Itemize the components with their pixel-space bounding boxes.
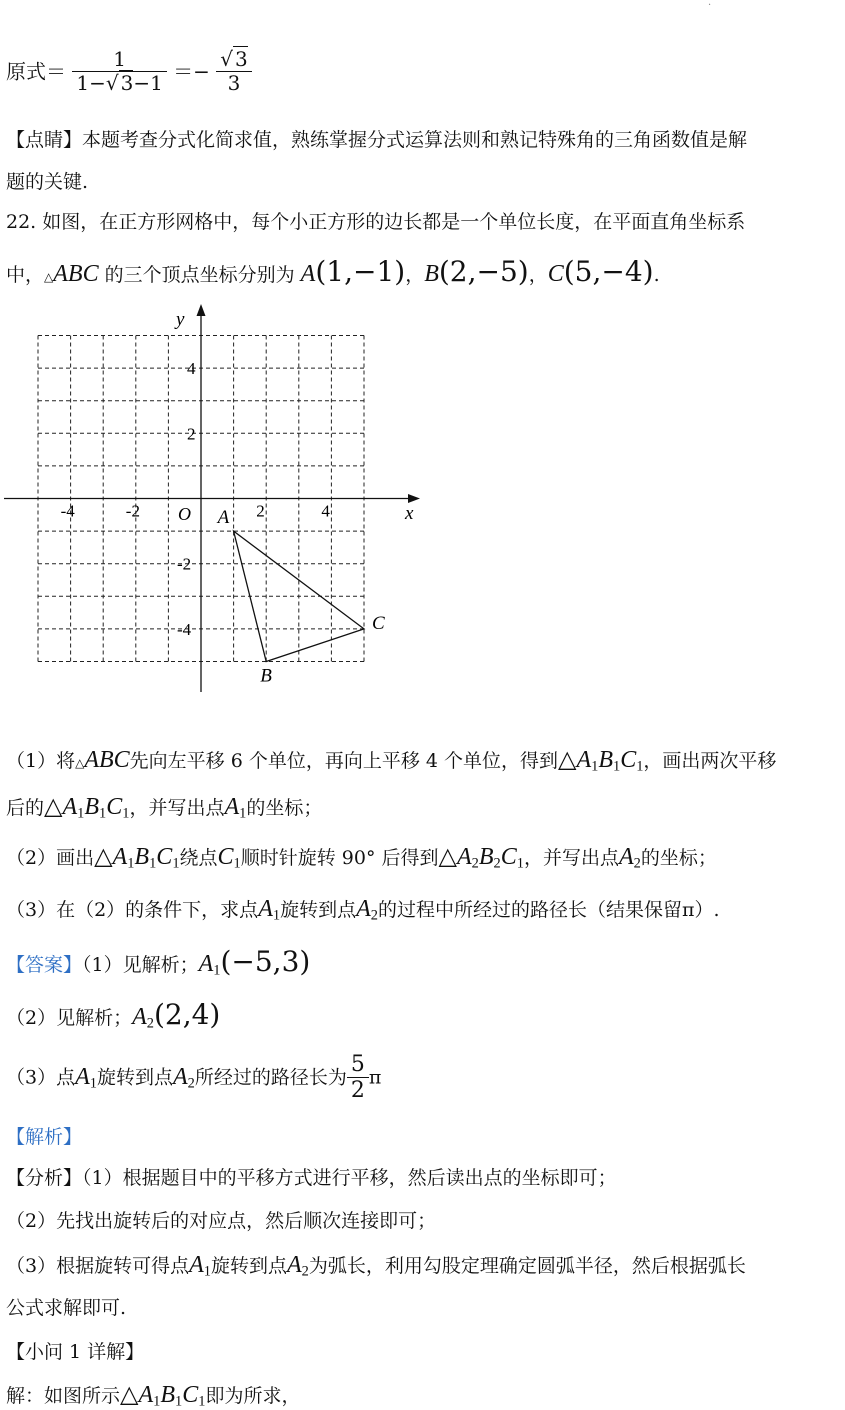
x-axis-arrow xyxy=(408,494,420,503)
answer-line3: （3）点$A_1$旋转到点$A_2$所经过的路径长为 $\frac{5}{2}$ π xyxy=(6,1052,382,1104)
y-axis-label: y xyxy=(176,309,185,330)
jie-line: 解：如图所示$\triangle A_1B_1C_1$即为所求， xyxy=(6,1382,301,1410)
formula-den-a: 1− xyxy=(76,71,106,95)
xiaowen-heading: 【小问 1 详解】 xyxy=(6,1341,145,1363)
sqrt-symbol: √ xyxy=(105,71,119,95)
analysis-step3-cont: 公式求解即可. xyxy=(6,1297,127,1319)
triangle-a1b1c1: $\triangle A_1B_1C_1$ xyxy=(94,844,180,872)
coord-b: (2,−5) xyxy=(438,255,529,288)
x-tick-label: -4 xyxy=(60,501,75,521)
corner-mark: · xyxy=(708,0,712,11)
answer-fraction: $\frac{5}{2}$ xyxy=(347,1052,369,1104)
coord-c: (5,−4) xyxy=(563,255,654,288)
x-tick-label: -2 xyxy=(125,501,140,521)
question-22-line2: 中，△ABC 的三个顶点坐标分别为 A(1,−1)，B(2,−5)，C(5,−4). xyxy=(6,255,660,288)
vertex-label-a: A xyxy=(217,507,230,529)
part3-line: （3）在（2）的条件下，求点$A_1$旋转到点$A_2$的过程中所经过的路径长（结果保留π）. xyxy=(6,896,720,924)
part1-line1: （1）将△ABC先向左平移 6 个单位，再向上平移 4 个单位，得到$\triangle A_1B_1C_1$，画出两次平移 xyxy=(6,747,777,775)
analysis-fenxi: 【分析】（1）根据题目中的平移方式进行平移，然后读出点的坐标即可； xyxy=(6,1167,617,1189)
vertex-label-b: B xyxy=(260,665,272,687)
answer-line1: 【答案】（1）见解析；$A_1(-5,3)$ xyxy=(6,945,311,979)
formula-result-fraction xyxy=(216,48,251,95)
coordinate-grid-figure xyxy=(0,300,845,720)
formula-line xyxy=(6,48,252,95)
dianjing-line2: 题的关键. xyxy=(6,171,89,193)
analysis-step3: （3）根据旋转可得点$A_1$旋转到点$A_2$为弧长，利用勾股定理确定圆弧半径，然后根据弧长 xyxy=(6,1252,746,1280)
answer-tag: 【答案】 xyxy=(6,954,83,976)
formula-den-b: 3 xyxy=(120,71,134,95)
dianjing-line1: 【点睛】本题考查分式化简求值，熟练掌握分式运算法则和熟记特殊角的三角函数值是解 xyxy=(6,129,748,151)
triangle-a1b1c1: $\triangle A_1B_1C_1$ xyxy=(120,1382,206,1410)
x-tick-label: 2 xyxy=(256,501,265,521)
y-tick-label: 2 xyxy=(187,424,196,444)
x-tick-labels xyxy=(61,502,331,521)
formula-denominator xyxy=(72,71,166,95)
formula-result-denominator: 3 xyxy=(216,71,251,95)
coord-a: (1,−1) xyxy=(315,255,406,288)
triangle-abc: ABC xyxy=(53,261,99,287)
y-tick-label: 4 xyxy=(187,359,196,379)
question-22-line1: 22. 如图，在正方形网格中，每个小正方形的边长都是一个单位长度，在平面直角坐标系 xyxy=(6,211,746,233)
formula-fraction xyxy=(72,48,166,95)
y-tick-label: -4 xyxy=(177,619,192,639)
triangle-a2b2c1: $\triangle A_2B_2C_1$ xyxy=(438,844,524,872)
x-tick-label: 4 xyxy=(321,501,330,521)
formula-result-numerator: √ 3 xyxy=(220,47,248,71)
formula-numerator: 1 xyxy=(113,47,126,71)
part2-line: （2）画出$\triangle A_1B_1C_1$绕点$C_1$顺时针旋转 90° 后得到$\triangle A_2B_2C_1$，并写出点$A_2$的坐标； xyxy=(6,844,717,872)
vertex-label-c: C xyxy=(372,612,385,634)
x-axis-label: x xyxy=(405,503,414,524)
triangle-a1b1c1: $\triangle A_1B_1C_1$ xyxy=(44,794,130,822)
formula-den-c: −1 xyxy=(133,71,163,95)
sqrt-symbol: √ xyxy=(220,47,234,71)
triangle-symbol: △ xyxy=(75,756,85,770)
answer-line2: （2）见解析；$A_2(2,4)$ xyxy=(6,998,221,1032)
y-axis-arrow xyxy=(197,304,206,316)
formula-equals: ＝− xyxy=(173,59,210,84)
answer-a1-coord: (−5,3) xyxy=(220,945,311,978)
formula-lead: 原式＝ xyxy=(6,59,66,84)
answer-a2-coord: (2,4) xyxy=(153,998,221,1031)
analysis-tag: 【解析】 xyxy=(6,1126,83,1148)
origin-label: O xyxy=(178,504,191,524)
analysis-step2: （2）先找出旋转后的对应点，然后顺次连接即可； xyxy=(6,1210,437,1232)
y-tick-label: -2 xyxy=(177,554,192,574)
part1-line2: 后的$\triangle A_1B_1C_1$，并写出点$A_1$的坐标； xyxy=(6,794,323,822)
triangle-a1b1c1: $\triangle A_1B_1C_1$ xyxy=(558,747,644,775)
triangle-symbol: △ xyxy=(44,270,54,284)
